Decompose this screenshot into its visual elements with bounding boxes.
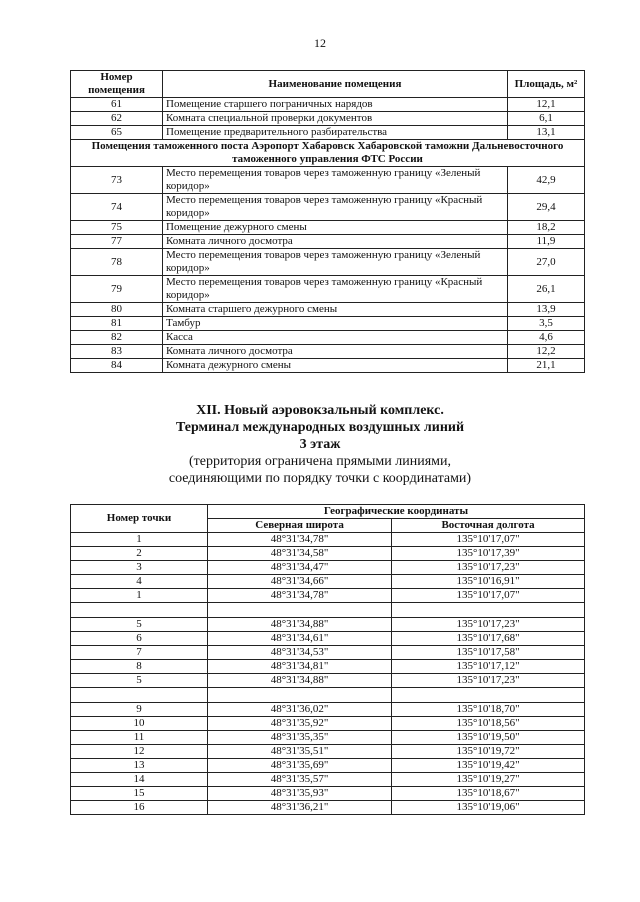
coordinate-row bbox=[71, 618, 585, 632]
room-number: 74 bbox=[71, 194, 163, 221]
spacer-row bbox=[71, 603, 585, 618]
latitude-value: 48°31'35,57" bbox=[208, 773, 392, 787]
room-number: 79 bbox=[71, 276, 163, 303]
longitude-value: 135°10'16,91" bbox=[392, 575, 585, 589]
rooms-rows-a bbox=[71, 98, 585, 140]
room-area: 13,1 bbox=[508, 126, 585, 140]
longitude-value: 135°10'17,68" bbox=[392, 632, 585, 646]
room-number: 80 bbox=[71, 303, 163, 317]
group-heading: Помещения таможенного поста Аэропорт Хабаровск Хабаровской таможни Дальневосточного таможенного управления ФТС России bbox=[71, 140, 585, 167]
coordinate-row bbox=[71, 547, 585, 561]
coordinate-row bbox=[71, 561, 585, 575]
room-row bbox=[71, 317, 585, 331]
room-name: Помещение предварительного разбирательства bbox=[163, 126, 508, 140]
point-number: 2 bbox=[71, 547, 208, 561]
room-row bbox=[71, 221, 585, 235]
point-number: 14 bbox=[71, 773, 208, 787]
coordinates-table bbox=[70, 504, 585, 815]
room-area: 4,6 bbox=[508, 331, 585, 345]
room-row bbox=[71, 249, 585, 276]
room-number: 84 bbox=[71, 359, 163, 373]
latitude-value: 48°31'34,88" bbox=[208, 674, 392, 688]
coordinate-row bbox=[71, 703, 585, 717]
room-row bbox=[71, 345, 585, 359]
point-number: 1 bbox=[71, 589, 208, 603]
longitude-value: 135°10'17,07" bbox=[392, 533, 585, 547]
longitude-value: 135°10'18,70" bbox=[392, 703, 585, 717]
room-number: 78 bbox=[71, 249, 163, 276]
point-number: 8 bbox=[71, 660, 208, 674]
room-area: 26,1 bbox=[508, 276, 585, 303]
longitude-value: 135°10'17,12" bbox=[392, 660, 585, 674]
room-area: 12,1 bbox=[508, 98, 585, 112]
coordinate-row bbox=[71, 646, 585, 660]
latitude-value: 48°31'34,61" bbox=[208, 632, 392, 646]
point-number: 10 bbox=[71, 717, 208, 731]
longitude-value: 135°10'19,42" bbox=[392, 759, 585, 773]
room-row bbox=[71, 276, 585, 303]
point-number: 13 bbox=[71, 759, 208, 773]
room-name: Помещение дежурного смены bbox=[163, 221, 508, 235]
room-row bbox=[71, 167, 585, 194]
room-name: Место перемещения товаров через таможенную границу «Зеленый коридор» bbox=[163, 167, 508, 194]
spacer-cell bbox=[71, 603, 208, 618]
latitude-value: 48°31'34,58" bbox=[208, 547, 392, 561]
point-number: 15 bbox=[71, 787, 208, 801]
spacer-cell bbox=[392, 688, 585, 703]
latitude-value: 48°31'36,02" bbox=[208, 703, 392, 717]
room-row bbox=[71, 194, 585, 221]
room-number: 82 bbox=[71, 331, 163, 345]
room-area: 11,9 bbox=[508, 235, 585, 249]
room-number: 61 bbox=[71, 98, 163, 112]
spacer-cell bbox=[392, 603, 585, 618]
latitude-value: 48°31'34,78" bbox=[208, 589, 392, 603]
longitude-value: 135°10'18,56" bbox=[392, 717, 585, 731]
room-name: Тамбур bbox=[163, 317, 508, 331]
point-number: 12 bbox=[71, 745, 208, 759]
point-number: 5 bbox=[71, 618, 208, 632]
room-row bbox=[71, 126, 585, 140]
rooms-table-header bbox=[71, 71, 585, 98]
room-area: 42,9 bbox=[508, 167, 585, 194]
point-number: 16 bbox=[71, 801, 208, 815]
room-row bbox=[71, 359, 585, 373]
header-room-area: Площадь, м² bbox=[508, 71, 585, 98]
longitude-value: 135°10'19,50" bbox=[392, 731, 585, 745]
longitude-value: 135°10'19,72" bbox=[392, 745, 585, 759]
room-area: 12,2 bbox=[508, 345, 585, 359]
room-name: Комната специальной проверки документов bbox=[163, 112, 508, 126]
coordinate-row bbox=[71, 745, 585, 759]
latitude-value: 48°31'36,21" bbox=[208, 801, 392, 815]
room-area: 6,1 bbox=[508, 112, 585, 126]
room-row bbox=[71, 235, 585, 249]
spacer-cell bbox=[71, 688, 208, 703]
room-name: Помещение старшего пограничных нарядов bbox=[163, 98, 508, 112]
longitude-value: 135°10'17,23" bbox=[392, 674, 585, 688]
room-area: 3,5 bbox=[508, 317, 585, 331]
point-number: 11 bbox=[71, 731, 208, 745]
longitude-value: 135°10'17,39" bbox=[392, 547, 585, 561]
latitude-value: 48°31'34,47" bbox=[208, 561, 392, 575]
room-number: 77 bbox=[71, 235, 163, 249]
spacer-row bbox=[71, 688, 585, 703]
rooms-rows-b bbox=[71, 167, 585, 373]
longitude-value: 135°10'17,58" bbox=[392, 646, 585, 660]
section-note-1: (территория ограничена прямыми линиями, bbox=[188, 454, 452, 469]
coords-header-row-1 bbox=[71, 505, 585, 519]
room-row bbox=[71, 331, 585, 345]
room-number: 65 bbox=[71, 126, 163, 140]
longitude-value: 135°10'18,67" bbox=[392, 787, 585, 801]
section-heading-2: Терминал международных воздушных линий bbox=[175, 420, 465, 435]
header-room-name: Наименование помещения bbox=[163, 71, 508, 98]
room-name: Место перемещения товаров через таможенную границу «Красный коридор» bbox=[163, 276, 508, 303]
room-name: Место перемещения товаров через таможенную границу «Зеленый коридор» bbox=[163, 249, 508, 276]
point-number: 1 bbox=[71, 533, 208, 547]
latitude-value: 48°31'35,93" bbox=[208, 787, 392, 801]
latitude-value: 48°31'35,51" bbox=[208, 745, 392, 759]
coordinate-row bbox=[71, 801, 585, 815]
room-row bbox=[71, 98, 585, 112]
point-number: 5 bbox=[71, 674, 208, 688]
coords-rows bbox=[71, 533, 585, 815]
latitude-value: 48°31'34,88" bbox=[208, 618, 392, 632]
spacer-cell bbox=[208, 688, 392, 703]
room-row bbox=[71, 303, 585, 317]
spacer-cell bbox=[208, 603, 392, 618]
room-area: 13,9 bbox=[508, 303, 585, 317]
room-name: Комната дежурного смены bbox=[163, 359, 508, 373]
coordinate-row bbox=[71, 632, 585, 646]
header-room-number: Номер помещения bbox=[71, 71, 163, 98]
coordinate-row bbox=[71, 674, 585, 688]
section-heading-1: XII. Новый аэровокзальный комплекс. bbox=[196, 403, 444, 418]
coordinate-row bbox=[71, 731, 585, 745]
coordinate-row bbox=[71, 660, 585, 674]
longitude-value: 135°10'19,06" bbox=[392, 801, 585, 815]
latitude-value: 48°31'35,35" bbox=[208, 731, 392, 745]
longitude-value: 135°10'17,23" bbox=[392, 618, 585, 632]
room-name: Комната старшего дежурного смены bbox=[163, 303, 508, 317]
room-number: 83 bbox=[71, 345, 163, 359]
latitude-value: 48°31'35,92" bbox=[208, 717, 392, 731]
room-number: 81 bbox=[71, 317, 163, 331]
latitude-value: 48°31'34,66" bbox=[208, 575, 392, 589]
latitude-value: 48°31'34,81" bbox=[208, 660, 392, 674]
room-number: 75 bbox=[71, 221, 163, 235]
section-heading-3: 3 этаж bbox=[299, 437, 341, 452]
point-number: 6 bbox=[71, 632, 208, 646]
longitude-value: 135°10'17,23" bbox=[392, 561, 585, 575]
coordinate-row bbox=[71, 787, 585, 801]
header-geo-coordinates: Географические координаты bbox=[208, 505, 585, 519]
page-number: 12 bbox=[314, 36, 326, 50]
section-title bbox=[0, 402, 640, 487]
room-name: Касса bbox=[163, 331, 508, 345]
longitude-value: 135°10'19,27" bbox=[392, 773, 585, 787]
latitude-value: 48°31'34,78" bbox=[208, 533, 392, 547]
coordinate-row bbox=[71, 773, 585, 787]
rooms-table bbox=[70, 70, 585, 373]
room-area: 27,0 bbox=[508, 249, 585, 276]
room-area: 21,1 bbox=[508, 359, 585, 373]
latitude-value: 48°31'34,53" bbox=[208, 646, 392, 660]
longitude-value: 135°10'17,07" bbox=[392, 589, 585, 603]
room-name: Комната личного досмотра bbox=[163, 345, 508, 359]
header-longitude: Восточная долгота bbox=[392, 519, 585, 533]
point-number: 4 bbox=[71, 575, 208, 589]
room-number: 73 bbox=[71, 167, 163, 194]
room-name: Комната личного досмотра bbox=[163, 235, 508, 249]
header-latitude: Северная широта bbox=[208, 519, 392, 533]
room-number: 62 bbox=[71, 112, 163, 126]
coordinate-row bbox=[71, 533, 585, 547]
group-heading-row bbox=[71, 140, 585, 167]
room-area: 29,4 bbox=[508, 194, 585, 221]
point-number: 9 bbox=[71, 703, 208, 717]
room-name: Место перемещения товаров через таможенную границу «Красный коридор» bbox=[163, 194, 508, 221]
coordinate-row bbox=[71, 717, 585, 731]
coordinate-row bbox=[71, 759, 585, 773]
point-number: 3 bbox=[71, 561, 208, 575]
section-note-2: соединяющими по порядку точки с координатами) bbox=[168, 471, 472, 486]
coordinate-row bbox=[71, 575, 585, 589]
room-row bbox=[71, 112, 585, 126]
latitude-value: 48°31'35,69" bbox=[208, 759, 392, 773]
point-number: 7 bbox=[71, 646, 208, 660]
coordinate-row bbox=[71, 589, 585, 603]
room-area: 18,2 bbox=[508, 221, 585, 235]
header-point-number: Номер точки bbox=[71, 505, 208, 533]
